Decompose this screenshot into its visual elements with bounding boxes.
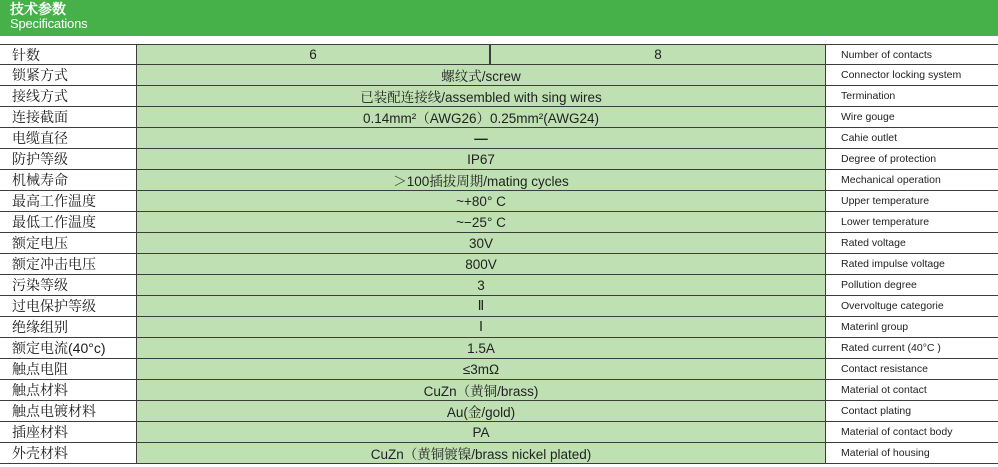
row-label-zh: 电缆直径 [12, 130, 68, 146]
section-title-zh: 技术参数 [10, 1, 66, 17]
row-label-zh: 防护等级 [12, 151, 68, 167]
row-label-en: Materinl group [841, 321, 909, 333]
table-row [0, 149, 998, 170]
row-label-zh: 污染等级 [12, 277, 68, 293]
table-row [0, 107, 998, 128]
row-value: 0.14mm²（AWG26）0.25mm²(AWG24) [136, 107, 826, 127]
row-label-en: Rated impulse voltage [841, 258, 945, 270]
table-row [0, 422, 998, 443]
row-label-zh: 连接截面 [12, 109, 68, 125]
table-row [0, 443, 998, 464]
row-label-en: Connector locking system [841, 69, 962, 81]
section-title-en: Specifications [10, 16, 88, 31]
row-label-zh: 接线方式 [12, 88, 68, 104]
row-label-en: Number of contacts [841, 48, 933, 61]
table-row [0, 191, 998, 212]
row-label-zh: 额定冲击电压 [12, 256, 96, 272]
section-header [0, 0, 998, 36]
row-label-zh: 最高工作温度 [12, 193, 96, 209]
table-row [0, 65, 998, 86]
row-label-zh: 插座材料 [12, 424, 68, 440]
row-value: ~+80° C [136, 191, 826, 211]
row-label-zh: 锁紧方式 [12, 67, 68, 83]
row-value-6: 6 [136, 45, 490, 64]
row-value: ≤3mΩ [136, 359, 826, 379]
row-value: 3 [136, 275, 826, 295]
row-value: 1.5A [136, 338, 826, 358]
row-value: IP67 [136, 149, 826, 169]
table-row [0, 128, 998, 149]
row-value: 已装配连接线/assembled with sing wires [136, 86, 826, 106]
table-row [0, 338, 998, 359]
row-label-zh: 额定电流(40°c) [12, 340, 106, 356]
row-label-en: Material of housing [841, 447, 930, 459]
row-label-en: Rated voltage [841, 237, 906, 249]
table-row [0, 44, 998, 65]
row-label-zh: 过电保护等级 [12, 298, 96, 314]
row-value: — [136, 128, 826, 148]
table-row [0, 254, 998, 275]
table-row [0, 296, 998, 317]
row-label-en: Cahie outlet [841, 132, 898, 144]
row-label-en: Termination [841, 90, 896, 102]
row-label-zh: 触点电阻 [12, 361, 68, 377]
row-label-en: Material ot contact [841, 384, 927, 396]
table-row [0, 401, 998, 422]
row-value: ＞100插拔周期/mating cycles [136, 170, 826, 190]
row-value-8: 8 [490, 45, 826, 64]
row-label-en: Contact resistance [841, 363, 928, 375]
row-label-en: Upper temperature [841, 195, 930, 207]
table-row [0, 317, 998, 338]
row-label-zh: 触点材料 [12, 382, 68, 398]
table-row [0, 170, 998, 191]
row-label-en: Contact plating [841, 405, 912, 417]
row-label-zh: 额定电压 [12, 235, 68, 251]
row-value: CuZn（黄铜/brass) [136, 380, 826, 400]
row-value: CuZn（黄铜镀镍/brass nickel plated) [136, 443, 826, 463]
row-value: PA [136, 422, 826, 442]
row-label-en: Wire gouge [841, 111, 895, 123]
row-label-en: Degree of protection [841, 153, 937, 165]
table-row [0, 275, 998, 296]
row-value: 800V [136, 254, 826, 274]
row-value: Ⅰ [136, 317, 826, 337]
row-label-en: Pollution degree [841, 279, 917, 291]
table-row [0, 380, 998, 401]
row-label-zh: 针数 [12, 46, 40, 63]
row-label-en: Lower temperature [841, 216, 930, 228]
row-label-en: Mechanical operation [841, 174, 941, 186]
table-row [0, 233, 998, 254]
row-value: Au(金/gold) [136, 401, 826, 421]
row-label-zh: 触点电镀材料 [12, 403, 96, 419]
row-label-zh: 最低工作温度 [12, 214, 96, 230]
row-label-en: Material of contact body [841, 426, 953, 438]
row-label-zh: 外壳材料 [12, 445, 68, 461]
table-row [0, 86, 998, 107]
row-label-zh: 绝缘组别 [12, 319, 68, 335]
table-row [0, 359, 998, 380]
table-row [0, 212, 998, 233]
row-value: 螺纹式/screw [136, 65, 826, 85]
row-label-en: Rated current (40°C ) [841, 342, 941, 354]
specifications-table [0, 44, 998, 464]
row-value: Ⅱ [136, 296, 826, 316]
row-value: 30V [136, 233, 826, 253]
row-label-en: Overvoltuge categorie [841, 300, 944, 312]
row-value: ~−25° C [136, 212, 826, 232]
row-label-zh: 机械寿命 [12, 172, 68, 188]
